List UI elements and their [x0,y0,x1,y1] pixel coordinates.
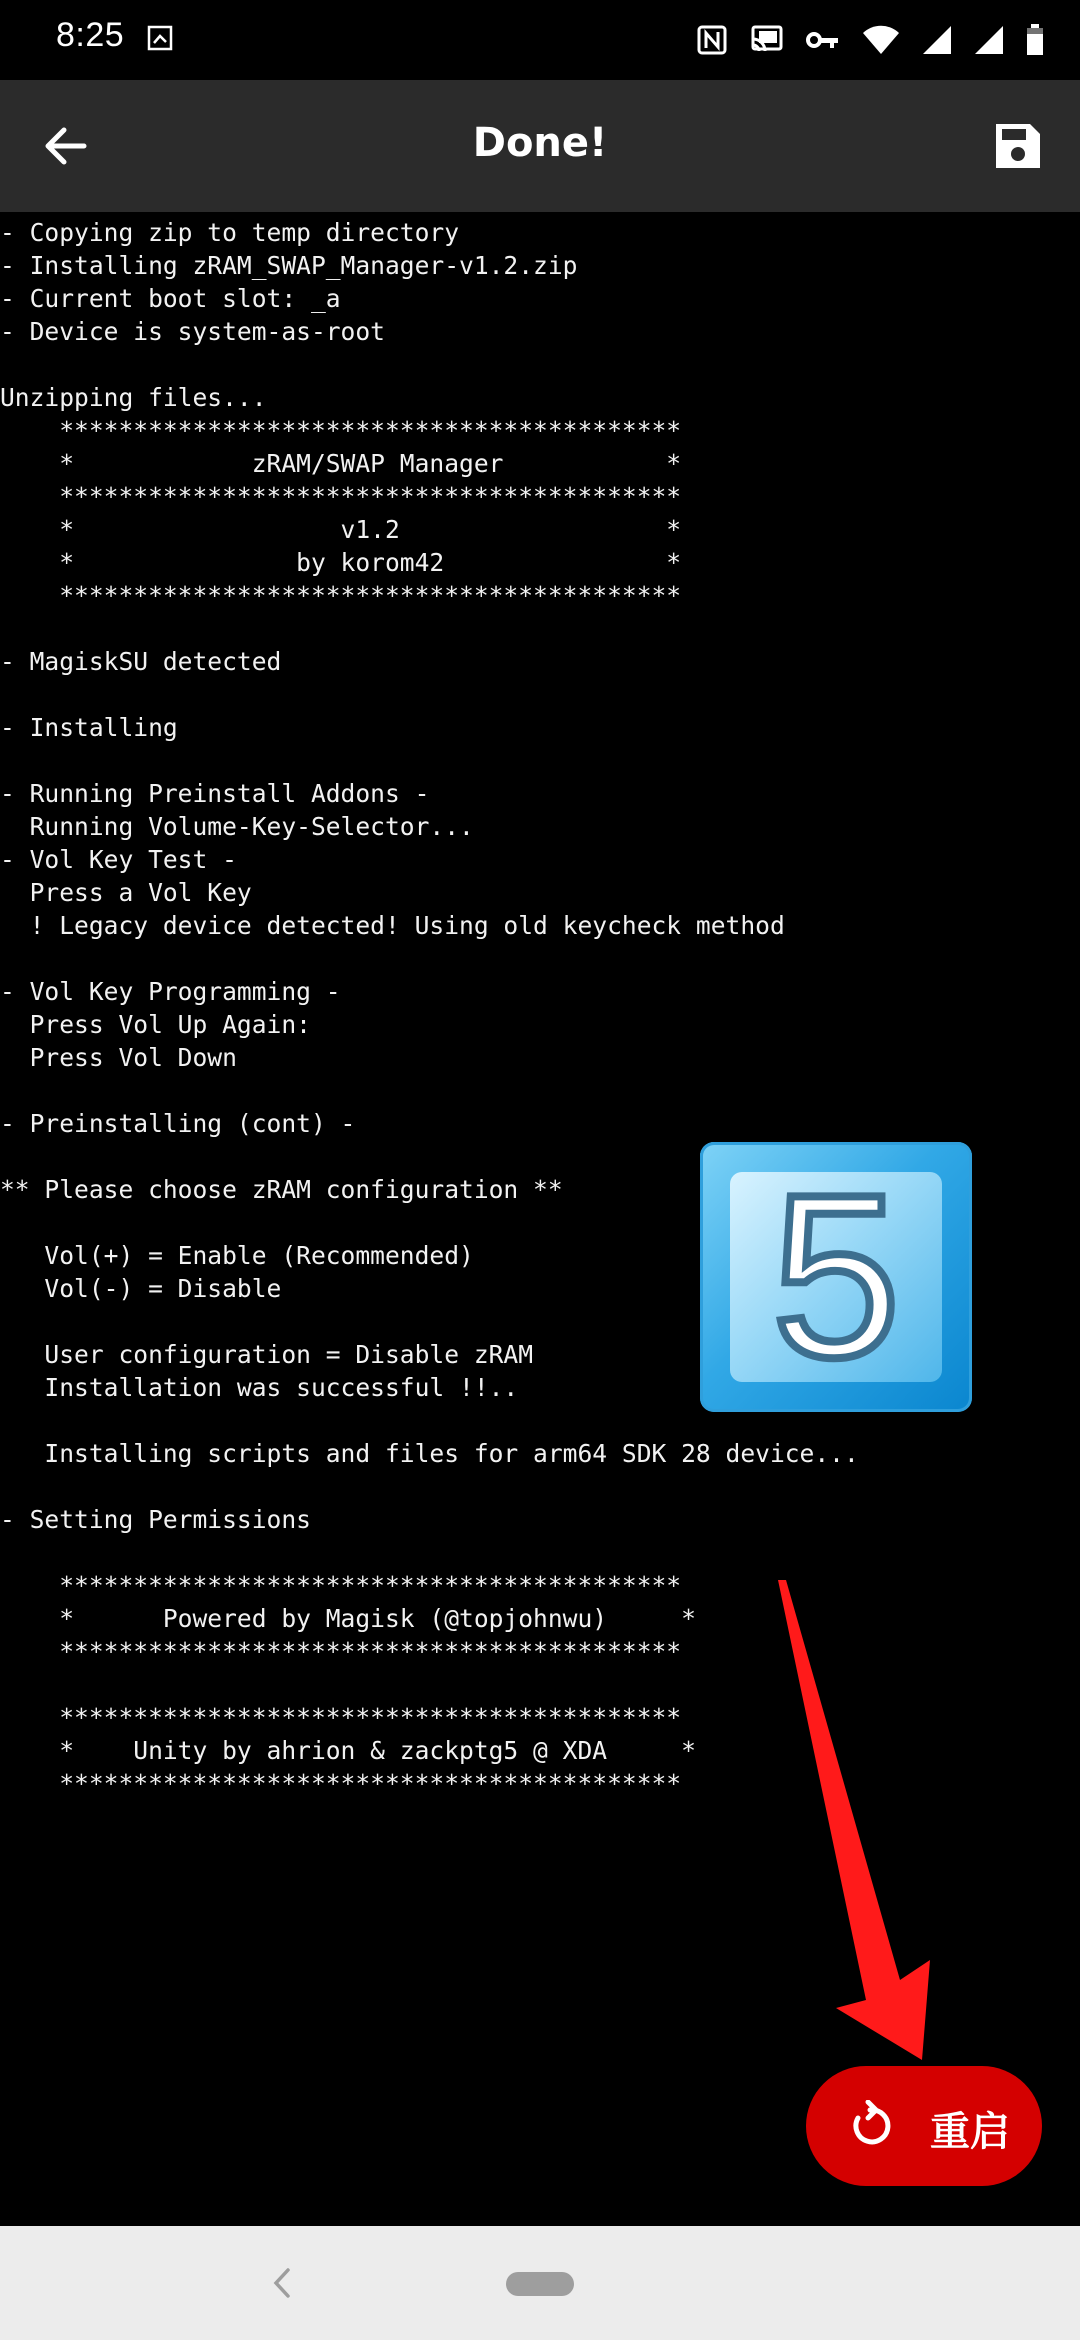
console-line: - Vol Key Programming - [0,977,341,1006]
screenshot-icon [146,24,174,52]
console-line [0,1470,1080,1503]
red-arrow-annotation [770,1580,950,2060]
status-time: 8:25 [56,16,125,54]
console-line: - Setting Permissions [0,1505,311,1534]
console-line: ****************************************** [0,1703,682,1732]
console-line: ****************************************** [0,1637,682,1666]
keycap-digit: 5 [771,1147,901,1406]
console-line [0,1536,1080,1569]
console-line: - Preinstalling (cont) - [0,1109,356,1138]
console-line: - Device is system-as-root [0,317,385,346]
console-line: ****************************************** [0,482,682,511]
keycap-five-icon [700,1142,972,1412]
console-line: Press a Vol Key [0,878,252,907]
console-line: - Installing [0,713,178,742]
console-line: - Current boot slot: _a [0,284,341,313]
console-line: Press Vol Up Again: [0,1010,311,1039]
console-line: ****************************************** [0,1769,682,1798]
console-line: Press Vol Down [0,1043,237,1072]
console-line: * zRAM/SWAP Manager * [0,449,682,478]
console-line [0,1074,1080,1107]
console-line [0,678,1080,711]
console-line [0,612,1080,645]
vpn-key-icon [806,29,840,51]
status-icons [696,20,1044,60]
console-line: ** Please choose zRAM configuration ** [0,1175,563,1204]
wifi-icon [862,25,900,55]
console-line: - Copying zip to temp directory [0,218,460,247]
console-line: ****************************************** [0,1571,682,1600]
nav-back-icon[interactable] [270,2266,294,2300]
home-pill-icon[interactable] [506,2272,574,2296]
console-line: * Powered by Magisk (@topjohnwu) * [0,1604,696,1633]
console-line: * Unity by ahrion & zackptg5 @ XDA * [0,1736,696,1765]
signal-icon-2 [974,25,1004,55]
console-line: * by korom42 * [0,548,682,577]
status-bar [0,0,1080,80]
save-icon[interactable] [992,120,1044,172]
console-line: - Running Preinstall Addons - [0,779,430,808]
console-line: Vol(+) = Enable (Recommended) [0,1241,474,1270]
signal-icon [922,25,952,55]
console-line: Running Volume-Key-Selector... [0,812,474,841]
reboot-button[interactable] [806,2066,1042,2186]
console-line [0,942,1080,975]
nfc-icon [696,24,728,56]
console-line: - Installing zRAM_SWAP_Manager-v1.2.zip [0,251,578,280]
console-line: Installing scripts and files for arm64 SDK 28 device... [0,1439,859,1468]
console-line [0,744,1080,777]
battery-icon [1026,24,1044,56]
console-line: ! Legacy device detected! Using old keycheck method [0,911,785,940]
restart-icon [844,2100,896,2152]
console-line: * v1.2 * [0,515,682,544]
cast-icon [750,25,784,55]
console-line: ****************************************** [0,416,682,445]
reboot-label: 重启 [930,2109,1010,2155]
console-line: ****************************************** [0,581,682,610]
console-line: Installation was successful !!.. [0,1373,519,1402]
keycap-inner [730,1147,942,1406]
console-line [0,348,1080,381]
app-bar [0,80,1080,212]
console-line: Vol(-) = Disable [0,1274,282,1303]
console-line: - Vol Key Test - [0,845,237,874]
navigation-bar [0,2226,1080,2340]
console-line: User configuration = Disable zRAM [0,1340,534,1369]
page-title: Done! [472,120,608,166]
console-line: Unzipping files... [0,383,267,412]
console-line: - MagiskSU detected [0,647,282,676]
